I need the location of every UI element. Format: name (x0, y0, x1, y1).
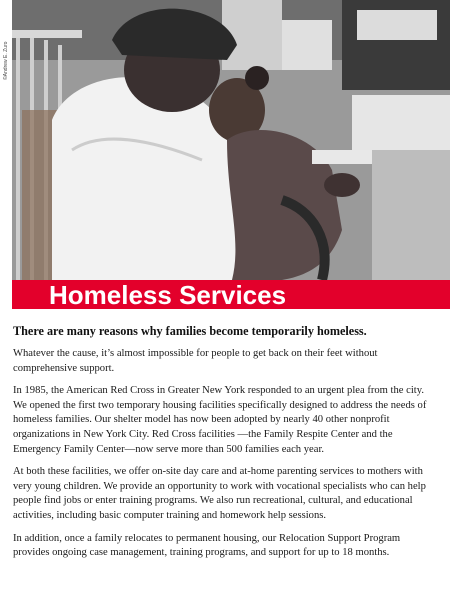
section-banner (12, 280, 450, 309)
paragraph-services: At both these facilities, we offer on-site day care and at-home parenting services to mothers with very young children. We provide an opportunity to work with vocational specialists who can help people find jobs or enter training programs. We also run recreational, cultural, and educational activities, including basic computer training and homework help sessions. (13, 466, 426, 521)
paragraph-relocation: In addition, once a family relocates to permanent housing, our Relocation Support Program provides ongoing case management, training programs, and support for up to 18 months. (13, 532, 401, 559)
photo-credit (1, 6, 11, 86)
intro-paragraph: Whatever the cause, it’s almost impossible for people to get back on their feet without comprehensive support. (13, 348, 378, 374)
photo-credit-text: ©Andrew E. Zuro (3, 41, 9, 80)
body-text (13, 324, 433, 569)
hero-photo (12, 0, 450, 280)
section-title: Homeless Services (49, 280, 287, 310)
lead-sentence: There are many reasons why families become temporarily homeless. (13, 324, 367, 338)
photograph-woman-holding-child-icon (12, 0, 450, 280)
paragraph-history: In 1985, the American Red Cross in Greater New York responded to an urgent plea from the city. We opened the first two temporary housing facilities specifically designed to address the needs of homeless families. Our shelter model has now been adopted by nearly 40 other nonprofit organizations in New York City. Red Cross facilities —the Family Respite Center and the Emergency Family Center—now serve more than 500 families each year. (13, 385, 427, 455)
